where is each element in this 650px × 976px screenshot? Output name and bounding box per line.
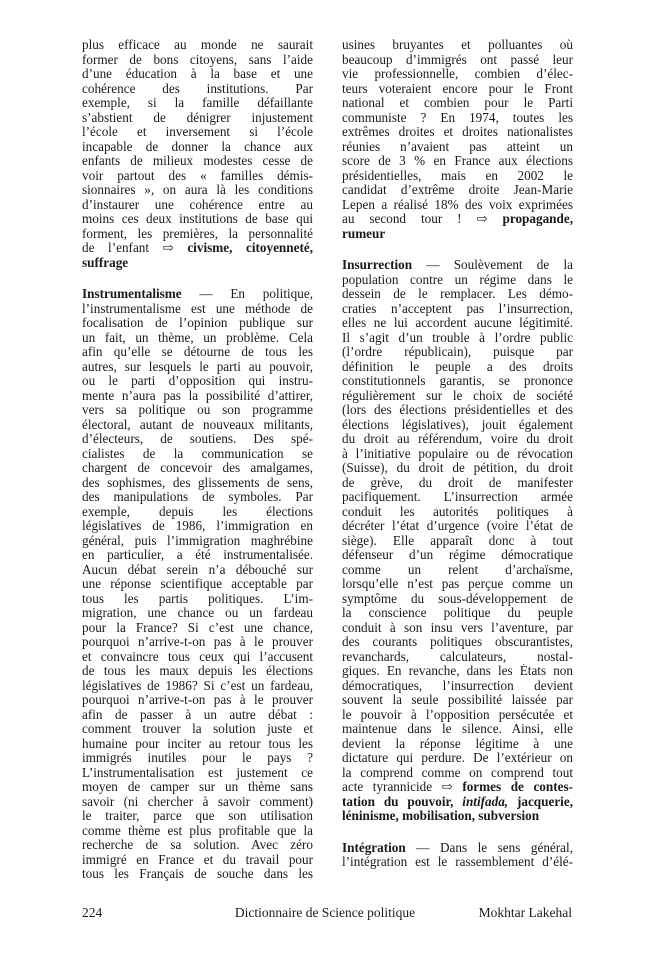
cross-reference: Instrumentalisme <box>82 287 182 301</box>
text-line: moyen de camper sur un thème sans <box>82 780 313 794</box>
text-line: ou le parti d’opposition qui instru- <box>82 374 313 388</box>
text-line: vers sa politique ou son programme <box>82 403 313 417</box>
text-line: focalisation de l’opinion publique sur <box>82 316 313 330</box>
text-line: Lepen a réalisé 18% des voix exprimées <box>342 197 573 212</box>
text-line: revanchards, calculateurs, nostal- <box>342 649 573 664</box>
text-line: d’électeurs, de soutiens. Des spé- <box>82 432 313 446</box>
text-line: législatives de 1986? Si c’est un fardeau, <box>82 678 313 693</box>
text-line: démocratiques, l’insurrection devient <box>342 678 573 693</box>
text-line: le traiter, parce que son utilisation <box>82 809 313 823</box>
text-line: chargent de concevoir des amalgames, <box>82 461 313 475</box>
text-line: conduit les autorités politiques à <box>342 504 573 519</box>
entry-insurrection <box>342 258 573 824</box>
text-line <box>342 795 573 810</box>
cross-reference: suffrage <box>82 255 129 270</box>
text-line: incapable de donner la chance aux <box>82 139 313 154</box>
text-line <box>342 227 573 242</box>
text-line: moins ces deux institutions de base qui <box>82 212 313 226</box>
text-line <box>82 287 313 302</box>
text-line: l’intégration est le rassemblement d’élé- <box>342 855 573 869</box>
left-column <box>82 38 313 882</box>
text-line: exemple, depuis les élections <box>82 504 313 519</box>
text-line: communiste ? En 1974, toutes les <box>342 110 573 125</box>
text-line: enfants de milieux modestes cesse de <box>82 154 313 168</box>
text-line: devient la réponse légitime à une <box>342 736 573 751</box>
text: — En politique, <box>181 287 313 301</box>
text-line: afin de passer à un autre débat : <box>82 707 313 722</box>
text-line: des manipulations de symboles. Par <box>82 490 313 504</box>
text-line: conduit à son insu vers l’aventure, par <box>342 620 573 635</box>
text-line: élections législatives), jouit également <box>342 417 573 432</box>
text-line: la conscience politique du peuple <box>342 606 573 620</box>
text-line: giques. En revanche, dans les États non <box>342 664 573 678</box>
text-line: présidentielles, mais en 2002 le <box>342 168 573 183</box>
text-line: pourquoi n’arrive-t-on pas à le prouver <box>82 635 313 649</box>
text-line: électoral, autant de nouveaux militants, <box>82 417 313 432</box>
text-line: cohérence des institutions. Par <box>82 81 313 96</box>
text-line <box>342 780 573 795</box>
text-line <box>82 256 313 271</box>
text-line: tous les partis politiques. L’im- <box>82 591 313 606</box>
cross-reference: propagande, <box>502 212 573 226</box>
text-line: usines bruyantes et polluantes où <box>342 38 573 52</box>
text-line: cialistes de la communication se <box>82 446 313 461</box>
text-line: de grève, du droit de manifester <box>342 475 573 490</box>
text-line: comme thème est plus profitable que la <box>82 823 313 838</box>
text-line: symptôme du sous-développement de <box>342 591 573 606</box>
text-line: en particulier, a été instrumentalisée. <box>82 548 313 562</box>
text-line <box>342 258 573 273</box>
text-line: voir partout des « familles démis- <box>82 168 313 183</box>
text-line: à l’initiative populaire ou de révocation <box>342 446 573 461</box>
cross-reference: tation du pouvoir, <box>342 794 463 809</box>
text-line: de tous les maux depuis les élections <box>82 664 313 678</box>
text: au second tour ! ⇨ <box>342 212 503 226</box>
text-line: pacifiquement. L’insurrection armée <box>342 490 573 504</box>
text-line <box>342 841 573 856</box>
entry-continuation <box>82 38 313 270</box>
text-line: l’école et inversement si l’école <box>82 125 313 139</box>
text-line: craties n’acceptent pas l’insurrection, <box>342 301 573 316</box>
cross-reference: jacquerie, <box>508 794 573 809</box>
text-line: autres, sur lesquels le parti au pouvoir, <box>82 359 313 374</box>
paragraph-gap <box>82 270 313 287</box>
text: — Dans le sens général, <box>405 840 573 855</box>
text-line: comment trouver la solution juste et <box>82 722 313 736</box>
text: acte tyrannicide ⇨ <box>342 780 463 794</box>
text-line <box>342 212 573 227</box>
text-line <box>342 809 573 824</box>
text-line: souvent la seule possibilité laissée par <box>342 693 573 707</box>
text-line: Il s’agit d’un trouble à l’ordre public <box>342 330 573 345</box>
text-line: réunies n’avaient pas atteint un <box>342 139 573 154</box>
entry-integration <box>342 841 573 870</box>
text-line: maintenue dans le silence. Ainsi, elle <box>342 722 573 736</box>
text-line: beaucoup d’immigrés ont passé leur <box>342 52 573 67</box>
cross-reference: rumeur <box>342 226 386 241</box>
text-line: comme un relent d’archaïsme, <box>342 562 573 577</box>
text-line: immigrés inutiles pour le pays ? <box>82 751 313 765</box>
text-line: la comprend comme on comprend tout <box>342 765 573 780</box>
text-line: (lors des élections présidentielles et des <box>342 403 573 417</box>
text-line: vie professionnelle, combien d’élec- <box>342 67 573 81</box>
text-line: une réponse scientifique acceptable par <box>82 577 313 591</box>
paragraph-gap <box>342 824 573 841</box>
text-line: score de 3 % en France aux élections <box>342 154 573 168</box>
text-line: recherche de sa solution. Avec zéro <box>82 838 313 852</box>
text-line: siège). Elle apparaît donc à tout <box>342 533 573 548</box>
text-line: le pouvoir à l’opposition persécutée et <box>342 707 573 722</box>
text-line: immigré en France et du travail pour <box>82 852 313 867</box>
text-line: régulièrement sur le choix de société <box>342 388 573 403</box>
text-line: Aucun débat serein n’a débouché sur <box>82 562 313 577</box>
text-line: forment, les premières, la personnalité <box>82 226 313 241</box>
text-line: défenseur d’un régime démocratique <box>342 548 573 562</box>
text-line: plus efficace au monde ne saurait <box>82 38 313 52</box>
cross-reference: Insurrection <box>342 258 413 272</box>
cross-reference: intifada, <box>462 794 509 809</box>
text-line: lorsqu’elle n’est pas perçue comme un <box>342 577 573 591</box>
text-line: d’une éducation à la base et une <box>82 67 313 81</box>
text-line: général, puis l’immigration maghrébine <box>82 533 313 548</box>
text-line: s’abstient de dénigrer injustement <box>82 110 313 125</box>
cross-reference: formes de contes- <box>462 780 573 794</box>
text-line: pourquoi n’arrive-t-on pas à le prouver <box>82 693 313 707</box>
entry-instrumentalisme <box>82 287 313 882</box>
text-line: et convaincre tous ceux qui l’accusent <box>82 649 313 664</box>
cross-reference: léninisme, mobilisation, subversion <box>342 809 540 823</box>
text-line: elles ne lui accordent aucune légitimité. <box>342 316 573 330</box>
cross-reference: civisme, citoyenneté, <box>187 241 313 255</box>
text-line: candidat d’extrême droite Jean-Marie <box>342 183 573 197</box>
text-line: dessein de le remplacer. Les démo- <box>342 287 573 301</box>
text-line: décréter l’état d’urgence (voire l’état de <box>342 519 573 533</box>
text-line: mente n’aura pas la possibilité d’attirer, <box>82 388 313 403</box>
text-line: pour la France? Si c’est une chance, <box>82 620 313 635</box>
text-line: des courants politiques obscurantistes, <box>342 635 573 649</box>
right-column <box>342 38 573 870</box>
text-line: législatives de 1986, l’immigration en <box>82 519 313 533</box>
text-line: du droit au référendum, voire du droit <box>342 432 573 446</box>
text-line: tous les Français de souche dans les <box>82 867 313 881</box>
text-line: des sophismes, des glissements de sens, <box>82 475 313 490</box>
book-title: Dictionnaire de Science politique <box>234 905 416 920</box>
text-line: (l’ordre républicain), puisque par <box>342 345 573 359</box>
text-line: exemple, si la famille défaillante <box>82 96 313 110</box>
paragraph-gap <box>342 241 573 258</box>
entry-continuation <box>342 38 573 241</box>
text-line: dictature qui perdure. De l’extérieur on <box>342 751 573 765</box>
text-line: migration, une chance ou un fardeau <box>82 606 313 620</box>
text-line: national et combien pour le Parti <box>342 96 573 110</box>
text: de l’enfant ⇨ <box>82 241 188 255</box>
text-line: un fait, un thème, un problème. Cela <box>82 330 313 345</box>
text: — Soulèvement de la <box>412 258 573 272</box>
text-line: sionnaires », on aura là les conditions <box>82 183 313 197</box>
text-line: constitutionnels garantis, se prononce <box>342 374 573 388</box>
text-line: d’instaurer une cohérence entre au <box>82 197 313 212</box>
text-line: L’instrumentalisation est justement ce <box>82 765 313 780</box>
text-line: l’instrumentalisme est une méthode de <box>82 301 313 316</box>
text-line: extrêmes droites et droites nationalistes <box>342 125 573 139</box>
text-line <box>82 241 313 256</box>
cross-reference: Intégration <box>342 840 406 855</box>
text-line: population contre un régime dans le <box>342 272 573 287</box>
author-name: Mokhtar Lakehal <box>478 905 572 920</box>
text-line: définition le peuple a des droits <box>342 359 573 374</box>
text-line: afin qu’elle se détourne de tous les <box>82 345 313 359</box>
text-line: former de bons citoyens, sans l’aide <box>82 52 313 67</box>
text-line: (Suisse), du droit de pétition, du droit <box>342 461 573 475</box>
text-line: savoir (ni chercher à savoir comment) <box>82 794 313 809</box>
text-line: teurs voteraient encore pour le Front <box>342 81 573 96</box>
page-number: 224 <box>82 905 103 920</box>
text-line: humaine pour inciter au retour tous les <box>82 736 313 751</box>
